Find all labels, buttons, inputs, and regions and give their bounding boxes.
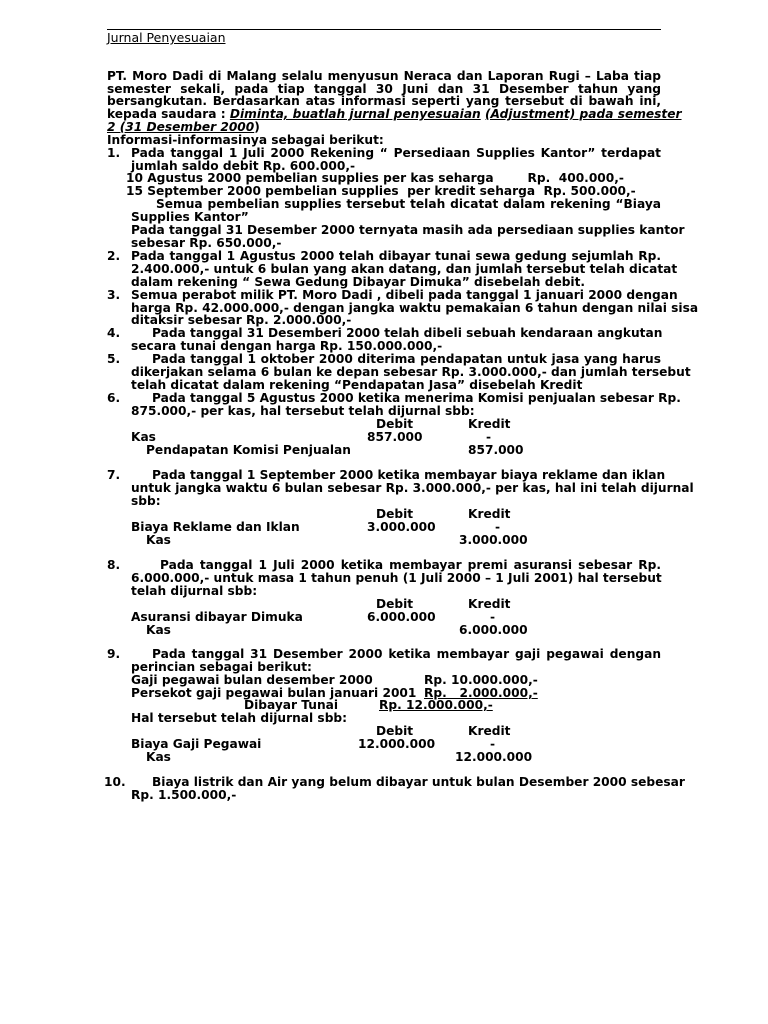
item-line: 2.400.000,- untuk 6 bulan yang akan datang, dan jumlah tersebut telah dicatat xyxy=(131,262,678,276)
kredit-header: Kredit xyxy=(468,417,511,431)
journal-kredit: - xyxy=(486,430,492,444)
item-line: Hal tersebut telah dijurnal sbb: xyxy=(131,711,348,725)
salary-detail-label: Gaji pegawai bulan desember 2000 xyxy=(131,673,373,687)
item-line: Semua perabot milik PT. Moro Dadi , dibeli pada tanggal 1 januari 2000 dengan xyxy=(131,288,678,302)
journal-account: Asuransi dibayar Dimuka xyxy=(131,610,303,624)
journal-kredit: - xyxy=(490,737,496,751)
journal-account: Pendapatan Komisi Penjualan xyxy=(146,443,351,457)
salary-detail-label: Dibayar Tunai xyxy=(244,698,339,712)
journal-account: Biaya Reklame dan Iklan xyxy=(131,520,300,534)
item-line: harga Rp. 42.000.000,- dengan jangka waktu pemakaian 6 tahun dengan nilai sisa xyxy=(131,301,699,315)
page-title: Jurnal Penyesuaian xyxy=(107,30,226,45)
journal-account: Kas xyxy=(146,623,171,637)
intro-line: bersangkutan. Berdasarkan atas informasi seperti yang tersebut di bawah ini, xyxy=(107,94,661,108)
journal-debit: 857.000 xyxy=(367,430,423,444)
item-number: 4. xyxy=(107,326,121,340)
item-line: 6.000.000,- untuk masa 1 tahun penuh (1 Juli 2000 – 1 Juli 2001) hal tersebut xyxy=(131,571,662,585)
item-line: secara tunai dengan harga Rp. 150.000.000,- xyxy=(131,339,443,353)
intro-text: kepada saudara : xyxy=(107,107,230,121)
item-number: 6. xyxy=(107,391,121,405)
item-line: sbb: xyxy=(131,494,161,508)
item-line: Rp. 1.500.000,- xyxy=(131,788,237,802)
intro-line: PT. Moro Dadi di Malang selalu menyusun Neraca dan Laporan Rugi – Laba tiap xyxy=(107,69,661,83)
journal-account: Biaya Gaji Pegawai xyxy=(131,737,262,751)
intro-line: semester sekali, pada tiap tanggal 30 Juni dan 31 Desember tahun yang xyxy=(107,82,661,96)
debit-header: Debit xyxy=(376,724,414,738)
item-line: dikerjakan selama 6 bulan ke depan sebesar Rp. 3.000.000,- dan jumlah tersebut xyxy=(131,365,691,379)
item-line: 15 September 2000 pembelian supplies per kredit seharga Rp. 500.000,- xyxy=(126,184,636,198)
item-line: 10 Agustus 2000 pembelian supplies per kas seharga Rp. 400.000,- xyxy=(126,171,624,185)
item-line: Semua pembelian supplies tersebut telah dicatat dalam rekening “Biaya xyxy=(156,197,661,211)
item-line: Pada tanggal 1 oktober 2000 diterima pendapatan untuk jasa yang harus xyxy=(152,352,661,366)
journal-account: Kas xyxy=(131,430,156,444)
item-line: Supplies Kantor” xyxy=(131,210,249,224)
item-number: 2. xyxy=(107,249,121,263)
item-line: Biaya listrik dan Air yang belum dibayar untuk bulan Desember 2000 sebesar xyxy=(152,775,685,789)
item-number: 1. xyxy=(107,146,121,160)
debit-header: Debit xyxy=(376,417,414,431)
item-line: untuk jangka waktu 6 bulan sebesar Rp. 3.000.000,- per kas, hal ini telah dijurnal xyxy=(131,481,694,495)
item-number: 7. xyxy=(107,468,121,482)
item-line: jumlah saldo debit Rp. 600.000,- xyxy=(131,159,356,173)
journal-kredit: 12.000.000 xyxy=(455,750,533,764)
item-line: perincian sebagai berikut: xyxy=(131,660,312,674)
item-line: dalam rekening “ Sewa Gedung Dibayar Dimuka” disebelah debit. xyxy=(131,275,586,289)
salary-detail-label: Persekot gaji pegawai bulan januari 2001 xyxy=(131,686,417,700)
item-line: telah dijurnal sbb: xyxy=(131,584,258,598)
debit-header: Debit xyxy=(376,597,414,611)
journal-kredit: 6.000.000 xyxy=(459,623,528,637)
kredit-header: Kredit xyxy=(468,507,511,521)
journal-debit: 6.000.000 xyxy=(367,610,436,624)
intro-line: 2 (31 Desember 2000) xyxy=(107,120,260,134)
salary-total-value: Rp. 12.000.000,- xyxy=(379,698,493,712)
journal-debit: 12.000.000 xyxy=(358,737,436,751)
kredit-header: Kredit xyxy=(468,724,511,738)
journal-kredit: 857.000 xyxy=(468,443,524,457)
salary-detail-value: Rp. 10.000.000,- xyxy=(424,673,538,687)
item-line: Pada tanggal 1 Juli 2000 Rekening “ Persediaan Supplies Kantor” terdapat xyxy=(131,146,661,160)
item-number: 10. xyxy=(104,775,126,789)
journal-account: Kas xyxy=(146,750,171,764)
section-heading: Informasi-informasinya sebagai berikut: xyxy=(107,133,384,147)
item-line: Pada tanggal 1 Juli 2000 ketika membayar premi asuransi sebesar Rp. xyxy=(160,558,661,572)
instruction-text: 2 (31 Desember 2000 xyxy=(107,120,255,134)
item-line: ditaksir sebesar Rp. 2.000.000,- xyxy=(131,313,352,327)
item-line: telah dicatat dalam rekening “Pendapatan Jasa” disebelah Kredit xyxy=(131,378,583,392)
item-line: Pada tanggal 5 Agustus 2000 ketika menerima Komisi penjualan sebesar Rp. xyxy=(152,391,681,405)
journal-kredit: - xyxy=(490,610,496,624)
item-number: 3. xyxy=(107,288,121,302)
item-line: Pada tanggal 31 Desember 2000 ketika membayar gaji pegawai dengan xyxy=(152,647,661,661)
item-number: 5. xyxy=(107,352,121,366)
journal-account: Kas xyxy=(146,533,171,547)
journal-debit: 3.000.000 xyxy=(367,520,436,534)
journal-kredit: - xyxy=(495,520,501,534)
item-line: Pada tanggal 31 Desember 2000 ternyata masih ada persediaan supplies kantor xyxy=(131,223,685,237)
item-line: Pada tanggal 1 Agustus 2000 telah dibayar tunai sewa gedung sejumlah Rp. xyxy=(131,249,661,263)
item-line: sebesar Rp. 650.000,- xyxy=(131,236,282,250)
item-line: 875.000,- per kas, hal tersebut telah dijurnal sbb: xyxy=(131,404,475,418)
salary-detail-value: Rp. 2.000.000,- xyxy=(424,686,538,700)
instruction-text: Diminta, buatlah jurnal penyesuaian xyxy=(229,107,481,121)
instruction-text: (Adjustment) pada semester xyxy=(484,107,682,121)
journal-kredit: 3.000.000 xyxy=(459,533,528,547)
kredit-header: Kredit xyxy=(468,597,511,611)
item-line: Pada tanggal 1 September 2000 ketika membayar biaya reklame dan iklan xyxy=(152,468,666,482)
item-line: Pada tanggal 31 Desemberi 2000 telah dibeli sebuah kendaraan angkutan xyxy=(152,326,663,340)
item-number: 8. xyxy=(107,558,121,572)
item-number: 9. xyxy=(107,647,121,661)
debit-header: Debit xyxy=(376,507,414,521)
